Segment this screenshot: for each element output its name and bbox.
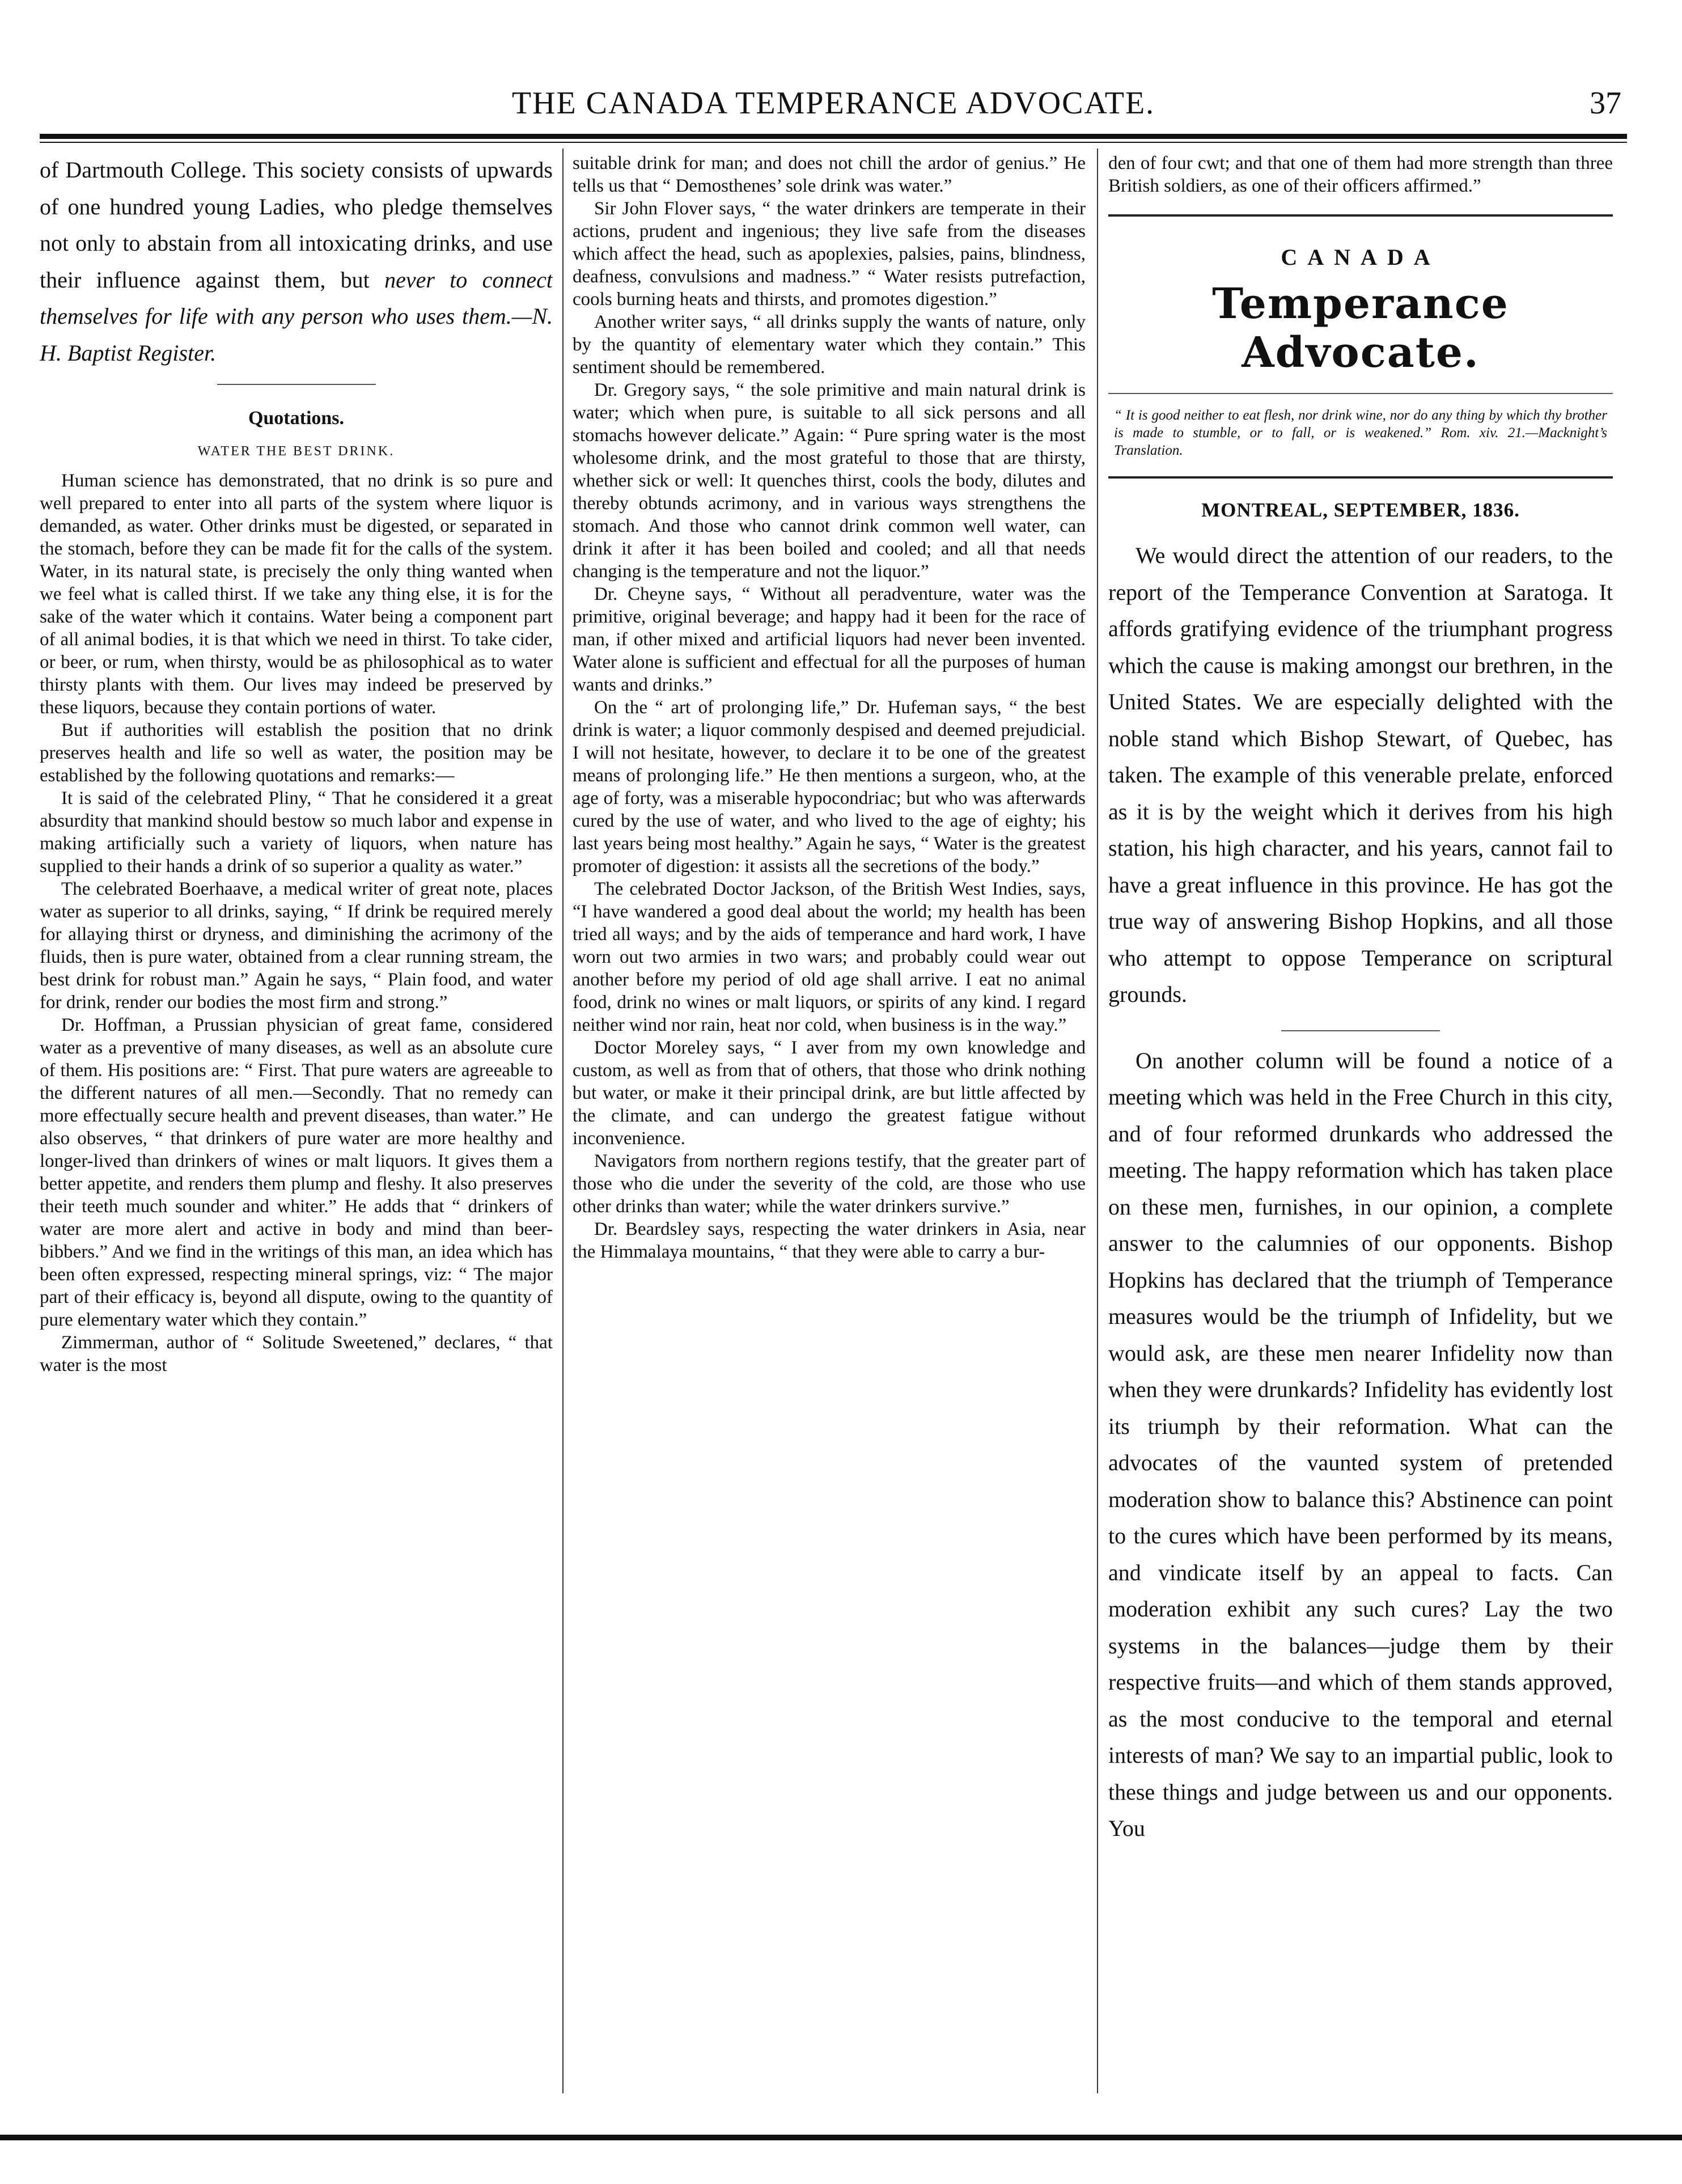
divider — [217, 384, 376, 385]
paragraph: Dr. Hoffman, a Prussian physician of great fame, considered water as a preventive of many diseases, as well as an absolute cure of them. His positions are: “ First. That pure waters are agreeable to the different natures of all men.—Secondly. That no remedy can more effectually secure health and prevent diseases, than water.” He also observes, “ that drinkers of pure water are more healthy and longer-lived than drinkers of wines or malt liquors. It gives them a better appetite, and renders them plump and fleshy. It also preserves their teeth much sounder and whiter.” He adds that “ drinkers of water are more alert and active in body and mind than beer-bibbers.” And we find in the writings of this man, an idea which has been often expressed, respecting mineral springs, viz: “ The major part of their efficacy is, beyond all dispute, owing to the quantity of pure elementary water which they contain.” — [40, 1015, 553, 1330]
paragraph: Human science has demonstrated, that no drink is so pure and well prepared to enter into all parts of the system where liquor is demanded, as water. Other drinks must be digested, or separated in the stomach, before they can be made fit for the calls of the system. Water, in its natural state, is precisely the only thing wanted when we feel what is called thirst. If we take any thing else, it is for the sake of the water which it contains. Water being a component part of all animal bodies, it is that which we need in thirst. To take cider, or beer, or rum, when thirsty, would be as philosophical as to water thirsty plants with them. Our lives may indeed be preserved by these liquors, because they contain portions of water. — [40, 471, 553, 718]
society-notice-italic: never to connect themselves for life with any person who uses them.—N. H. Baptist Register. — [40, 266, 553, 366]
column-divider-2 — [1097, 149, 1098, 2093]
editorial — [1108, 1043, 1613, 1847]
paragraph: Zimmerman, author of “ Solitude Sweetened,” declares, “ that water is the most — [40, 1332, 553, 1375]
paragraph: On the “ art of prolonging life,” Dr. Hufeman says, “ the best drink is water; a liquor commonly despised and deemed prejudicial. I will not hesitate, however, to declare it to be one of the greatest means of prolonging life.” He then mentions a surgeon, who, at the age of forty, was a miserable hypocondriac; but who was afterwards cured by the use of water, and who lived to the age of eighty; his last years being most healthy.” Again he says, “ Water is the greatest promoter of digestion: it assists all the secretions of the body.” — [573, 697, 1086, 877]
divider — [1281, 1030, 1440, 1031]
editorial — [1108, 537, 1613, 1013]
paragraph: The celebrated Doctor Jackson, of the British West Indies, says, “I have wandered a good deal about the world; my health has been tried all ways; and by the aids of temperance and hard work, I have worn out two armies in two wars; and probably could wear out another before my period of old age shall arrive. I eat no animal food, drink no wines or malt liquors, or spirits of any kind. I regard neither wind nor rain, heat nor cold, when business is in the way.” — [573, 879, 1086, 1035]
paragraph: But if authorities will establish the position that no drink preserves health and life so well as water, the position may be established by the following quotations and remarks:— — [40, 720, 553, 786]
paragraph: Doctor Moreley says, “ I aver from my own knowledge and custom, as well as from that of others, that those who drink nothing but water, or make it their principal drink, are but little affected by the climate, and can undergo the greatest fatigue without inconvenience. — [573, 1038, 1086, 1149]
paragraph: Dr. Cheyne says, “ Without all peradventure, water was the primitive, original beverage; and happy had it been for the race of man, if other mixed and artificial liquors had never been invented. Water alone is sufficient and effectual for all the purposes of human wants and drinks.” — [573, 584, 1086, 695]
header-rule-thin — [40, 142, 1627, 143]
paragraph: Dr. Beardsley says, respecting the water drinkers in Asia, near the Himmalaya mountains, “ that they were able to carry a bur- — [573, 1219, 1086, 1262]
column-2 — [573, 152, 1086, 2085]
motto: “ It is good neither to eat flesh, nor drink wine, nor do any thing by which thy brother is made to stumble, or to fall, or is weakened.” Rom. xiv. 21.—Macknight’s Translation. — [1114, 408, 1607, 458]
editorial-paragraph: We would direct the attention of our readers, to the report of the Temperance Convention at Saratoga. It affords gratifying evidence of the triumphant progress which the cause is making amongst our brethren, in the United States. We are especially delighted with the noble stand which Bishop Stewart, of Quebec, has taken. The example of this venerable prelate, enforced as it is by the weight which it derives from his high station, his high character, and his years, cannot fail to have a great influence in this province. He has got the true way of answering Bishop Hopkins, and all those who attempt to oppose Temperance on scriptural grounds. — [1108, 543, 1613, 1007]
society-notice-text: of Dartmouth College. This society consists of upwards of one hundred young Ladies, who pledge themselves not only to abstain from all intoxicating drinks, and use their influence against them, but — [40, 157, 553, 293]
editorial-paragraph: On another column will be found a notice of a meeting which was held in the Free Church in this city, and of four reformed drunkards who addressed the meeting. The happy reformation which has taken place on these men, furnishes, in our opinion, a complete answer to the calumnies of our opponents. Bishop Hopkins has declared that the triumph of Temperance measures would be the triumph of Infidelity, but we would ask, are these men nearer Infidelity now than when they were drunkards? Infidelity has evidently lost its triumph by their reformation. What can the advocates of the vaunted system of pretended moderation show to balance this? Abstinence can point to the cures which have been performed by its means, and vindicate itself by an appeal to facts. Can moderation exhibit any such cures? Lay the two systems in the balances—judge them by their respective fruits—and which of them stands approved, as the most conducive to the temporal and eternal interests of man? We say to an impartial public, look to these things and judge between us and our opponents. You — [1108, 1047, 1613, 1841]
article-water-best-drink — [40, 469, 553, 1377]
masthead-line-1: CANADA — [1281, 244, 1440, 270]
column-3 — [1108, 152, 1613, 2085]
paragraph: Sir John Flover says, “ the water drinkers are temperate in their actions, prudent and ingenious; they live safe from the diseases which affect the head, such as apoplexies, palsies, pains, blindness, deafness, convulsions and madness.” “ Water resists putrefaction, cools burning heats and thirsts, and promotes digestion.” — [573, 198, 1086, 310]
column-1 — [40, 152, 553, 2085]
divider — [1108, 214, 1613, 217]
paragraph: Navigators from northern regions testify, that the greater part of those who die under the severity of the cold, are those who use other drinks than water; while the water drinkers survive.” — [573, 1151, 1086, 1217]
paragraph: It is said of the celebrated Pliny, “ That he considered it a great absurdity that mankind should bestow so much labor and expense in making artificially such a variety of liquors, when nature has supplied to their hands a drink of so superior a quality as water.” — [40, 788, 553, 877]
paragraph: Dr. Gregory says, “ the sole primitive and main natural drink is water; which when pure, is suitable to all sick persons and all stomachs however delicate.” Again: “ Pure spring water is the most wholesome drink, and the most grateful to those that are thirsty, whether sick or well: It quenches thirst, cools the body, dilutes and thereby obtunds acrimony, and in various ways strengthens the stomach. And those who cannot drink common well water, can drink it after it has been boiled and cooled; and all that needs changing is the temperature and not the liquor.” — [573, 380, 1086, 582]
section-subtitle: WATER THE BEST DRINK. — [197, 444, 395, 459]
column-divider-1 — [562, 149, 564, 2093]
article-continued — [573, 152, 1086, 1263]
page-header — [40, 85, 1627, 130]
header-rule-thick — [40, 134, 1627, 139]
article-continued-end — [1108, 152, 1613, 197]
paragraph: suitable drink for man; and does not chill the ardor of genius.” He tells us that “ Demosthenes’ sole drink was water.” — [573, 153, 1086, 196]
section-title: Quotations. — [248, 408, 345, 429]
divider — [1108, 393, 1613, 394]
paragraph: Another writer says, “ all drinks supply the wants of nature, only by the quantity of elementary water which they contain.” This sentiment should be remembered. — [573, 312, 1086, 378]
paragraph: The celebrated Boerhaave, a medical writer of great note, places water as superior to all drinks, saying, “ If drink be required merely for allaying thirst or dryness, and diminishing the acrimony of the fluids, then is pure water, obtained from a clear running stream, the best drink for robust man.” Again he says, “ Plain food, and water for drink, render our bodies the most firm and strong.” — [40, 879, 553, 1013]
page-number: 37 — [1590, 86, 1621, 121]
paragraph: den of four cwt; and that one of them had more strength than three British soldiers, as one of their officers affirmed.” — [1108, 153, 1613, 196]
running-title: THE CANADA TEMPERANCE ADVOCATE. — [511, 86, 1155, 121]
masthead-line-2: Temperance Advocate. — [1212, 280, 1509, 377]
society-notice — [40, 152, 553, 371]
dateline: MONTREAL, SEPTEMBER, 1836. — [1201, 499, 1520, 521]
bottom-rule — [0, 2135, 1682, 2140]
divider — [1108, 476, 1613, 479]
